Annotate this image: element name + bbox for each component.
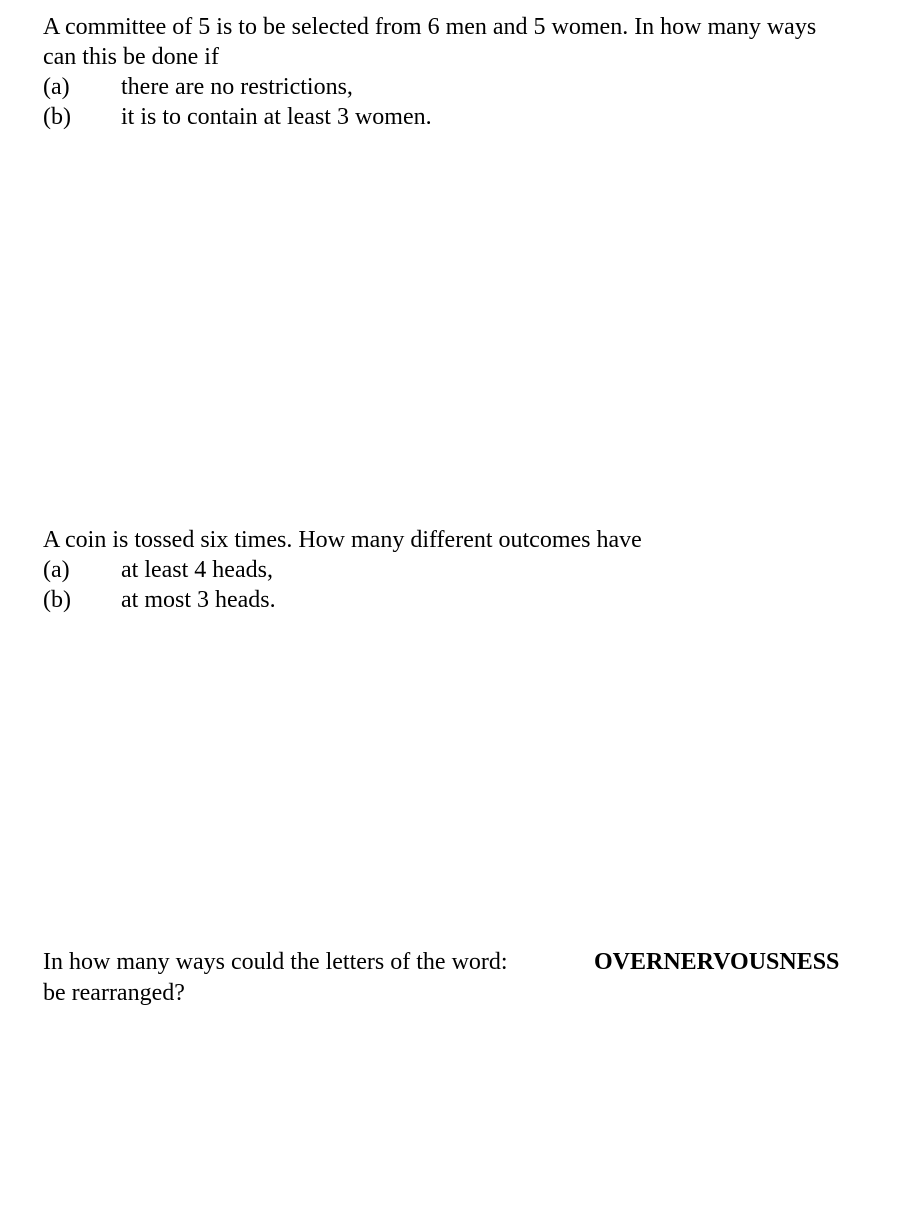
- question-1-stem-line-2: can this be done if: [43, 44, 219, 70]
- question-3-word: OVERNERVOUSNESS: [594, 949, 840, 975]
- question-1-stem-line-1: A committee of 5 is to be selected from 6 men and 5 women. In how many ways: [43, 14, 817, 40]
- question-3: [43, 947, 903, 1012]
- part-label: (a): [43, 557, 70, 583]
- question-3-stem-line-2: be rearranged?: [43, 980, 185, 1006]
- part-label: (a): [43, 74, 70, 100]
- part-text: at least 4 heads,: [121, 557, 273, 583]
- part-label: (b): [43, 104, 71, 130]
- part-label: (b): [43, 587, 71, 613]
- question-2-stem-line-1: A coin is tossed six times. How many different outcomes have: [43, 527, 642, 553]
- part-text: at most 3 heads.: [121, 587, 276, 613]
- part-text: there are no restrictions,: [121, 74, 353, 100]
- question-2: [43, 525, 903, 620]
- question-3-stem-line-1: In how many ways could the letters of the word:: [43, 949, 508, 975]
- part-text: it is to contain at least 3 women.: [121, 104, 432, 130]
- question-1: [43, 12, 903, 137]
